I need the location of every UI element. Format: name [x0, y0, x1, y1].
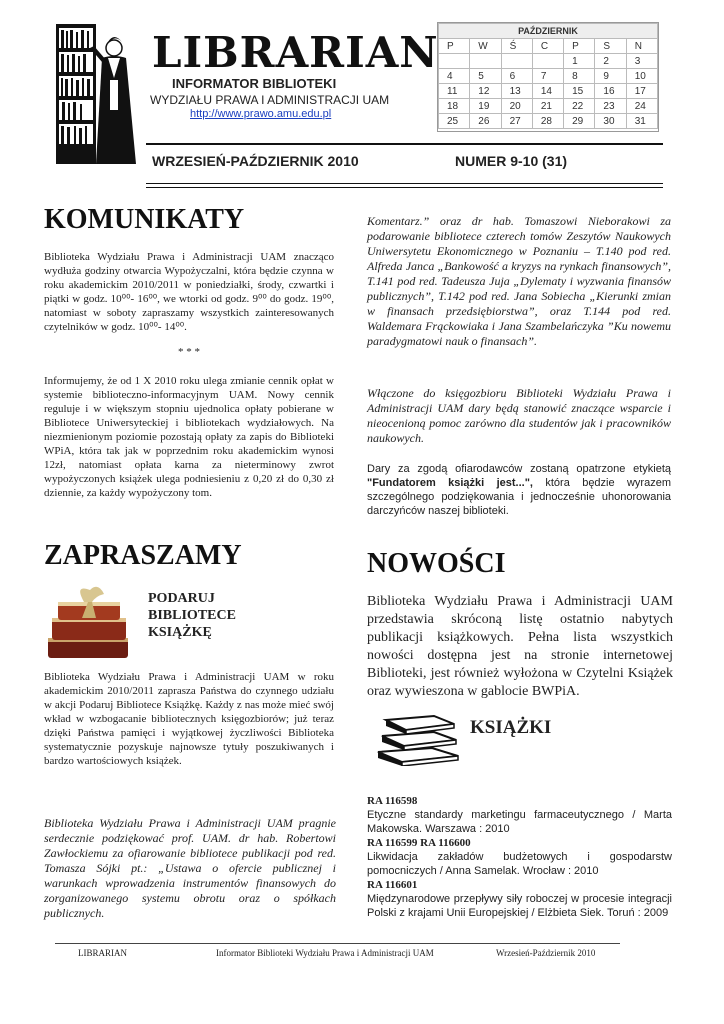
footer-right: Wrzesień-Październik 2010	[496, 948, 596, 958]
calendar-day-header: Ś	[501, 39, 532, 54]
calendar-cell: 2	[595, 54, 626, 69]
calendar-cell: 11	[439, 84, 470, 99]
zapraszamy-paragraph: Biblioteka Wydziału Prawa i Administracji UAM w roku akademickim 2010/2011 zaprasza Państwa do czynnego udziału w akcji Podaruj Bibliotece Książkę. Każdy z nas może mieć swój wkład w wzbogacanie bibliotecznych księgozbiorów; już teraz dzięki Państwa pamięci i wyjątkowej życzliwości Biblioteka systematycznie pozyskuje najnowsze tytuły poszukiwanych i bardzo wartościowych książek.	[44, 671, 334, 767]
donation-label-text-a: Dary za zgodą ofiarodawców zostaną opatrzone etykietą	[367, 463, 671, 475]
donation-label-text-c: która będzie wyrazem szczególnego podziękowania i jednocześnie uhonorowania darczyńców naszej biblioteki.	[367, 477, 671, 517]
donation-label-note	[367, 462, 671, 518]
calendar-day-header: S	[595, 39, 626, 54]
header-divider-top	[146, 143, 663, 145]
calendar-cell: 9	[595, 69, 626, 84]
calendar-october	[437, 22, 659, 132]
faculty-name: WYDZIAŁU PRAWA I ADMINISTRACJI UAM	[150, 93, 390, 107]
book-list	[367, 794, 672, 920]
librarian-illustration	[52, 18, 144, 170]
calendar-cell: 7	[532, 69, 563, 84]
calendar-day-header: P	[439, 39, 470, 54]
komunikaty-separator: * * *	[178, 346, 200, 358]
zapraszamy-thanks: Biblioteka Wydziału Prawa i Administracji UAM pragnie serdecznie podziękować prof. UAM. dr hab. Robertowi Zawłockiemu za ofiarowanie bibliotece publikacji pod red. Tomasza Sójki pt.: „Ustawa o ofercie publicznej i warunkach wprowadzenia instrumentów finansowych do zorganizowanego systemu obrotu oraz o spółkach publicznych.	[44, 816, 336, 920]
calendar-cell: 30	[595, 114, 626, 129]
calendar-cell: 21	[532, 99, 563, 114]
calendar-cell: 1	[564, 54, 595, 69]
calendar-cell	[532, 54, 563, 69]
calendar-cell: 5	[470, 69, 501, 84]
calendar-cell: 13	[501, 84, 532, 99]
calendar-cell: 10	[626, 69, 657, 84]
calendar-cell: 6	[501, 69, 532, 84]
calendar-cell: 12	[470, 84, 501, 99]
nowosci-paragraph: Biblioteka Wydziału Prawa i Administracji UAM przedstawia skróconą listę ostatnio nabytych publikacji książkowych. Pełna lista wszystkich nowości dostępna jest na stronie internetowej Biblioteki, jest również wyłożona w Czytelni Książek oraz wywieszona w gablocie BWPiA.	[367, 594, 673, 699]
footer-divider	[55, 943, 620, 944]
donation-label-quote: "Fundatorem książki jest...",	[367, 477, 533, 489]
calendar-day-header: C	[532, 39, 563, 54]
calendar-day-header: P	[564, 39, 595, 54]
calendar-cell: 29	[564, 114, 595, 129]
section-heading-komunikaty: KOMUNIKATY	[44, 204, 245, 235]
book-description: Międzynarodowe przepływy siły roboczej w procesie integracji Polski z krajami Unii Europejskiej / Elżbieta Siek. Toruń : 2009	[367, 893, 672, 919]
book-description: Likwidacja zakładów budżetowych i gospodarstw pomocniczych / Anna Samelak. Wrocław : 2010	[367, 851, 672, 877]
book-description: Etyczne standardy marketingu farmaceutycznego / Marta Makowska. Warszawa : 2010	[367, 809, 672, 835]
header-divider-bottom	[146, 183, 663, 184]
calendar-month: PAŹDZIERNIK	[439, 24, 658, 39]
calendar-cell: 18	[439, 99, 470, 114]
calendar-cell: 14	[532, 84, 563, 99]
issue-date: WRZESIEŃ-PAŹDZIERNIK 2010	[152, 153, 359, 169]
calendar-cell	[439, 54, 470, 69]
komunikaty-paragraph-fees: Informujemy, że od 1 X 2010 roku ulega zmianie cennik opłat w systemie biblioteczno-informacyjnym UAM. Nowy cennik reguluje i w większym stopniu ujednolica opłaty pobierane w Bibliotece Uniwersyteckiej i bibliotekach wydziałowych. Na niezmienionym poziomie pozostają opłaty za zapis do Biblioteki WPiA, która tak jak w poprzednim roku akademickim wynosi 12zł, natomiast opłata karna za nieterminowy zwrot wypożyczonych książek ulega podniesieniu z 0,20 zł do 0,30 zł dziennie, za każdy wypożyczony tom.	[44, 375, 334, 499]
komunikaty-paragraph-hours: Biblioteka Wydziału Prawa i Administracji UAM znacząco wydłuża godziny otwarcia Wypożyczalni, która będzie czynna w roku akademickim 2010/2011 w poniedziałki, środy, czwartki i piątki w godz. 10⁰⁰- 16⁰⁰, we wtorki od godz. 9⁰⁰ do godz. 19⁰⁰, natomiast w soboty zapraszamy wszystkich zainteresowanych czytelników w godz. 10⁰⁰- 14⁰⁰.	[44, 251, 334, 333]
books-gift-icon	[44, 582, 136, 664]
calendar-day-header: W	[470, 39, 501, 54]
book-id: RA 116598	[367, 795, 418, 807]
promo-title: PODARUJ BIBLIOTECE KSIĄŻKĘ	[148, 591, 236, 640]
calendar-cell: 24	[626, 99, 657, 114]
section-heading-zapraszamy: ZAPRASZAMY	[44, 540, 242, 571]
calendar-cell: 15	[564, 84, 595, 99]
calendar-cell: 16	[595, 84, 626, 99]
calendar-day-header: N	[626, 39, 657, 54]
books-stack-icon	[372, 710, 464, 766]
calendar-cell: 3	[626, 54, 657, 69]
calendar-cell: 28	[532, 114, 563, 129]
issue-number: NUMER 9-10 (31)	[455, 153, 568, 169]
header-divider-bottom-2	[146, 187, 663, 188]
calendar-cell: 4	[439, 69, 470, 84]
calendar-cell: 25	[439, 114, 470, 129]
calendar-cell: 23	[595, 99, 626, 114]
calendar-cell	[501, 54, 532, 69]
donation-note: Włączone do księgozbioru Biblioteki Wydziału Prawa i Administracji UAM dary będą stanowić znaczące wsparcie i nieocenioną pomoc zarówno dla studentów jak i pracowników naukowych.	[367, 386, 671, 445]
book-id: RA 116599 RA 116600	[367, 837, 471, 849]
footer-center: Informator Biblioteki Wydziału Prawa i Administracji UAM	[216, 948, 434, 958]
newsletter-subtitle: INFORMATOR BIBLIOTEKI	[172, 76, 337, 91]
calendar-cell: 20	[501, 99, 532, 114]
calendar-cell: 27	[501, 114, 532, 129]
calendar-cell	[470, 54, 501, 69]
newsletter-title: LIBRARIAN	[152, 28, 439, 77]
calendar-cell: 31	[626, 114, 657, 129]
website-link[interactable]: http://www.prawo.amu.edu.pl	[190, 108, 332, 120]
books-subheading: KSIĄŻKI	[470, 717, 552, 738]
calendar-cell: 22	[564, 99, 595, 114]
calendar-cell: 26	[470, 114, 501, 129]
book-id: RA 116601	[367, 879, 418, 891]
calendar-cell: 17	[626, 84, 657, 99]
calendar-cell: 19	[470, 99, 501, 114]
section-heading-nowosci: NOWOŚCI	[367, 548, 506, 579]
footer-left: LIBRARIAN	[78, 948, 127, 958]
donation-thanks-continued: Komentarz.” oraz dr hab. Tomaszowi Nieborakowi za podarowanie bibliotece czterech tomów Zeszytów Naukowych Uniwersytetu Ekonomicznego w Poznaniu – T.140 pod red. Alfreda Janca „Bankowość a kryzys na rynkach finansowych”, T.141 pod red. Tadeusza Juja „Dylematy i wyzwania finansów publicznych”, T.142 pod red. Jana Sobiecha „Kierunki zmian w finansach przedsiębiorstwa”, oraz T.144 pod red. Waldemara Frąckowiaka i Jana Szambelańczyka ”Ku nowemu paradygmatowi nauk o finansach”.	[367, 214, 671, 348]
calendar-cell: 8	[564, 69, 595, 84]
